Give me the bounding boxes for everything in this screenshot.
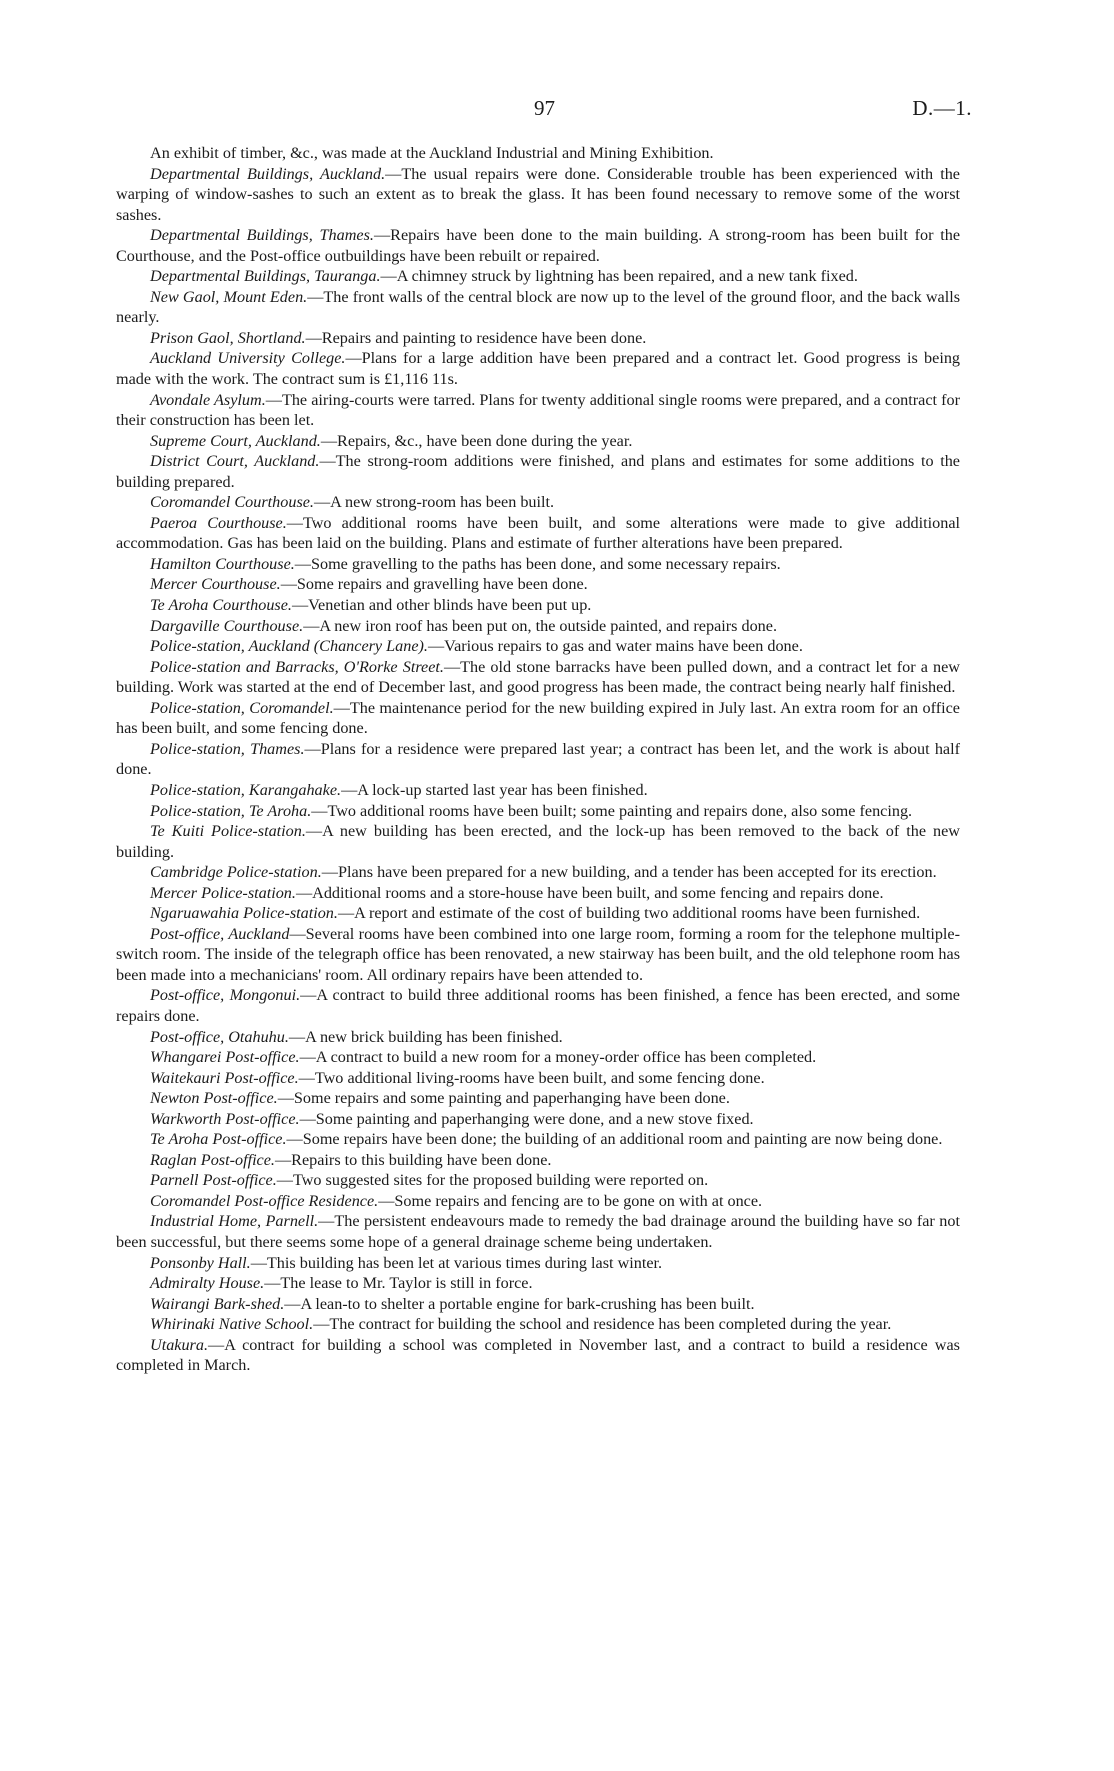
report-paragraph [116,1027,960,1048]
report-paragraph [116,266,960,287]
paragraph-text: An exhibit of timber, &c., was made at the Auckland Industrial and Mining Exhibition. [150,144,714,162]
report-paragraph [116,801,960,822]
paragraph-heading: Whangarei Post-office. [150,1048,300,1067]
report-paragraph [116,390,960,431]
report-paragraph [116,903,960,924]
paragraph-heading: Coromandel Courthouse. [150,493,314,512]
paragraph-text: —Repairs to this building have been done. [274,1150,552,1169]
paragraph-heading: Paeroa Courthouse. [150,513,287,532]
report-paragraph [116,1088,960,1109]
report-paragraph [116,164,960,226]
paragraph-text: —Two suggested sites for the proposed building were reported on. [276,1171,709,1190]
report-paragraph [116,1047,960,1068]
paragraph-text: —A contract to build a new room for a money-order office has been completed. [299,1048,817,1067]
paragraph-heading: Police-station, Coromandel. [150,698,334,717]
paragraph-text: —A chimney struck by lightning has been repaired, and a new tank fixed. [380,267,858,286]
paragraph-heading: Ponsonby Hall. [150,1253,251,1272]
paragraph-heading: Police-station, Thames. [150,739,305,758]
paragraph-text: —Additional rooms and a store-house have been built, and some fencing and repairs done. [295,883,884,902]
paragraph-text: —The persistent endeavours made to remedy the bad drainage around the building have so far not been successful, but there seems some hope of a general drainage scheme being undertaken. [116,1212,960,1251]
report-paragraph [116,1109,960,1130]
paragraph-heading: Dargaville Courthouse. [150,616,304,635]
paragraph-text: —Some repairs have been done; the building of an additional room and painting are now being done. [286,1130,943,1149]
report-paragraph [116,554,960,575]
paragraph-heading: Post-office, Mongonui. [150,986,301,1005]
paragraph-heading: Te Aroha Courthouse. [150,596,292,615]
report-paragraph [116,1335,960,1376]
report-paragraph [116,328,960,349]
paragraph-text: —The old stone barracks have been pulled down, and a contract let for a new building. Work was started at the end of December last, and good progress has been made, the contract being nearly half finished. [116,657,960,697]
paragraph-text: —A new brick building has been finished. [288,1027,563,1046]
paragraph-heading: New Gaol, Mount Eden. [150,287,308,306]
paragraph-heading: Hamilton Courthouse. [150,554,295,573]
report-paragraph [116,1068,960,1089]
paragraph-heading: Ngaruawahia Police-station. [150,904,338,923]
paragraph-text: —A new building has been erected, and the lock-up has been removed to the back of the new building. [116,822,960,861]
report-paragraph [116,739,960,780]
paragraph-heading: Post-office, Otahuhu. [150,1027,289,1046]
paragraph-heading: Industrial Home, Parnell. [150,1212,319,1231]
report-paragraph [116,143,960,164]
paragraph-heading: Newton Post-office. [150,1089,278,1108]
report-paragraph [116,225,960,266]
paragraph-text: —Repairs, &c., have been done during the year. [320,431,633,450]
paragraph-heading: Departmental Buildings, Tauranga. [150,267,381,286]
paragraph-heading: Supreme Court, Auckland. [150,431,321,450]
report-paragraph [116,431,960,452]
report-paragraph [116,924,960,986]
paragraph-text: —Some repairs and gravelling have been done. [280,575,588,594]
paragraph-heading: Parnell Post-office. [150,1171,277,1190]
report-paragraph [116,1170,960,1191]
report-paragraph [116,348,960,389]
paragraph-text: —Various repairs to gas and water mains have been done. [427,637,803,656]
paragraph-heading: Prison Gaol, Shortland. [150,328,306,347]
paragraph-text: —The strong-room additions were finished, and plans and estimates for some additions to the building prepared. [116,452,960,491]
paragraph-text: —The airing-courts were tarred. Plans for twenty additional single rooms were prepared, and a contract for their construction has been let. [116,390,960,430]
paragraph-text: —A lean-to to shelter a portable engine for bark-crushing has been built. [284,1294,755,1313]
paragraph-text: —Plans for a large addition have been prepared and a contract let. Good progress is being made with the work. The contract sum is £1,116 11s. [116,349,961,389]
report-paragraph [116,1191,960,1212]
report-paragraph [116,1273,960,1294]
paragraph-heading: Avondale Asylum. [150,390,266,409]
report-paragraph [116,574,960,595]
paragraph-heading: Auckland University College. [150,349,346,368]
paragraph-text: —A contract to build three additional rooms has been finished, a fence has been erected, and some repairs done. [116,986,960,1025]
paragraph-heading: Cambridge Police-station. [150,863,322,882]
paragraph-text: —The front walls of the central block are now up to the level of the ground floor, and the back walls nearly. [116,287,960,327]
paragraph-text: —Repairs have been done to the main building. A strong-room has been built for the Courthouse, and the Post-office outbuildings have been rebuilt or repaired. [116,226,961,265]
paragraph-text: —The lease to Mr. Taylor is still in force. [264,1274,533,1293]
paragraph-heading: Waitekauri Post-office. [150,1068,299,1087]
paragraph-text: —Plans for a residence were prepared last year; a contract has been let, and the work is about half done. [116,739,960,779]
report-paragraph [116,1211,960,1252]
paragraph-text: —The usual repairs were done. Considerable trouble has been experienced with the warping of window-sashes to such an extent as to break the glass. It has been found necessary to remove some of the worst sashes. [116,164,960,224]
paragraph-text: —A report and estimate of the cost of building two additional rooms have been furnished. [337,904,921,923]
page-number: 97 [534,96,555,120]
report-paragraph [116,657,960,698]
report-paragraph [116,780,960,801]
paragraph-heading: Te Kuiti Police-station. [150,822,306,841]
paragraph-heading: Departmental Buildings, Auckland. [150,164,386,183]
paragraph-text: —A new strong-room has been built. [313,493,555,512]
paragraph-text: —The contract for building the school and residence has been completed during the year. [313,1315,892,1334]
paragraph-heading: Mercer Courthouse. [150,575,281,594]
report-paragraph [116,616,960,637]
paragraph-text: —Some gravelling to the paths has been done, and some necessary repairs. [294,554,781,573]
report-paragraph [116,821,960,862]
report-paragraph [116,595,960,616]
report-paragraph [116,1294,960,1315]
paragraph-heading: Admiralty House. [150,1274,265,1293]
paragraph-heading: Police-station, Karangahake. [150,780,342,799]
paragraph-heading: Wairangi Bark-shed. [150,1294,285,1313]
report-paragraph [116,287,960,328]
paragraph-text: —The maintenance period for the new building expired in July last. An extra room for an office has been built, and some fencing done. [116,698,960,738]
paragraph-heading: Raglan Post-office. [150,1150,275,1169]
paragraph-heading: Mercer Police-station. [150,883,296,902]
paragraph-text: —Some repairs and some painting and paperhanging have been done. [277,1089,730,1108]
report-paragraph [116,985,960,1026]
report-paragraph [116,1253,960,1274]
paragraph-heading: Whirinaki Native School. [150,1315,314,1334]
report-paragraph [116,1129,960,1150]
paragraph-text: —A new iron roof has been put on, the outside painted, and repairs done. [303,616,778,635]
paragraph-heading: Coromandel Post-office Residence. [150,1191,379,1210]
report-paragraph [116,492,960,513]
paragraph-text: —This building has been let at various times during last winter. [250,1253,663,1272]
paragraph-text: —Plans have been prepared for a new building, and a tender has been accepted for its erection. [321,863,937,882]
paragraph-heading: Utakura. [150,1335,208,1354]
document-reference: D.—1. [912,96,972,120]
paragraph-heading: Police-station, Te Aroha. [150,801,312,820]
paragraph-text: —Repairs and painting to residence have been done. [305,328,647,347]
report-paragraph [116,862,960,883]
paragraph-heading: Departmental Buildings, Thames. [150,226,374,245]
paragraph-heading: Post-office, Auckland [150,924,290,943]
report-paragraph [116,883,960,904]
paragraph-heading: District Court, Auckland. [150,452,320,471]
paragraph-text: —A contract for building a school was completed in November last, and a contract to build a residence was completed in March. [116,1335,960,1375]
report-paragraph [116,1150,960,1171]
report-paragraph [116,698,960,739]
paragraph-text: —Several rooms have been combined into one large room, forming a room for the telephone multiple-switch room. The inside of the telegraph office has been renovated, a new stairway has been built, and the old telephone room has been made into a mechanicians' room. All ordinary repairs have been attended to. [116,924,960,984]
report-paragraph [116,1314,960,1335]
paragraph-text: —Venetian and other blinds have been put up. [291,596,592,615]
report-body [116,143,960,1376]
paragraph-heading: Te Aroha Post-office. [150,1130,287,1149]
paragraph-heading: Police-station, Auckland (Chancery Lane). [150,637,428,656]
paragraph-text: —Two additional living-rooms have been built, and some fencing done. [298,1068,765,1087]
paragraph-text: —Some repairs and fencing are to be gone on with at once. [378,1191,763,1210]
paragraph-heading: Police-station and Barracks, O'Rorke Street. [150,657,444,676]
report-paragraph [116,451,960,492]
paragraph-text: —Some painting and paperhanging were done, and a new stove fixed. [299,1109,754,1128]
paragraph-text: —Two additional rooms have been built; some painting and repairs done, also some fencing. [311,801,913,820]
report-paragraph [116,513,960,554]
paragraph-heading: Warkworth Post-office. [150,1109,300,1128]
page-header [0,96,1114,126]
paragraph-text: —Two additional rooms have been built, and some alterations were made to give additional accommodation. Gas has been laid on the building. Plans and estimate of further alterations have been prepared. [116,513,961,553]
paragraph-text: —A lock-up started last year has been finished. [341,780,648,799]
report-paragraph [116,636,960,657]
